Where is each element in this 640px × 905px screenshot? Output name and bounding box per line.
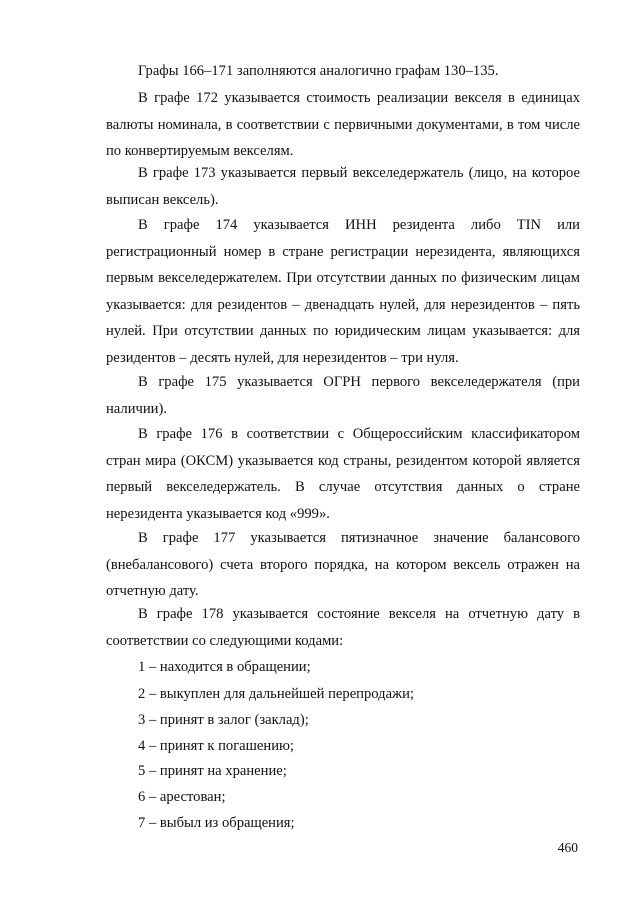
- list-item: 5 – принят на хранение;: [138, 763, 287, 779]
- page-number: 460: [557, 840, 578, 855]
- paragraph-graph-176: В графе 176 в соответствии с Общероссийским классификатором стран мира (ОКСМ) указывается код страны, резидентом которой является первый векселедержатель. В случае отсутствия данных о стране нерезидента указывается код «999».: [106, 426, 580, 522]
- list-item: 6 – арестован;: [138, 789, 226, 805]
- paragraph-graph-173: В графе 173 указывается первый векселедержатель (лицо, на которое выписан вексель).: [106, 165, 580, 208]
- list-item: 7 – выбыл из обращения;: [138, 815, 295, 831]
- paragraph-graph-178: В графе 178 указывается состояние векселя на отчетную дату в соответствии со следующими кодами:: [106, 606, 580, 649]
- list-item: 4 – принят к погашению;: [138, 738, 294, 754]
- paragraph-graph-174: В графе 174 указывается ИНН резидента либо TIN или регистрационный номер в стране регистрации нерезидента, являющихся первым векселедержателем. При отсутствии данных по физическим лицам указывается: для резидентов – двенадцать нулей, для нерезидентов – пять нулей. При отсутствии данных по юридическим лицам указывается: для резидентов – десять нулей, для нерезидентов – три нуля.: [106, 217, 580, 366]
- list-item: 3 – принят в залог (заклад);: [138, 712, 309, 728]
- list-item: 2 – выкуплен для дальнейшей перепродажи;: [138, 686, 414, 702]
- paragraph-graph-177: В графе 177 указывается пятизначное значение балансового (внебалансового) счета второго порядка, на котором вексель отражен на отчетную дату.: [106, 530, 580, 600]
- paragraph-graphs-166-171: Графы 166–171 заполняются аналогично графам 130–135.: [138, 63, 499, 79]
- paragraph-graph-175: В графе 175 указывается ОГРН первого векселедержателя (при наличии).: [106, 374, 580, 417]
- list-item: 1 – находится в обращении;: [138, 659, 311, 675]
- paragraph-graph-172: В графе 172 указывается стоимость реализации векселя в единицах валюты номинала, в соответствии с первичными документами, в том числе по конвертируемым векселям.: [106, 90, 580, 160]
